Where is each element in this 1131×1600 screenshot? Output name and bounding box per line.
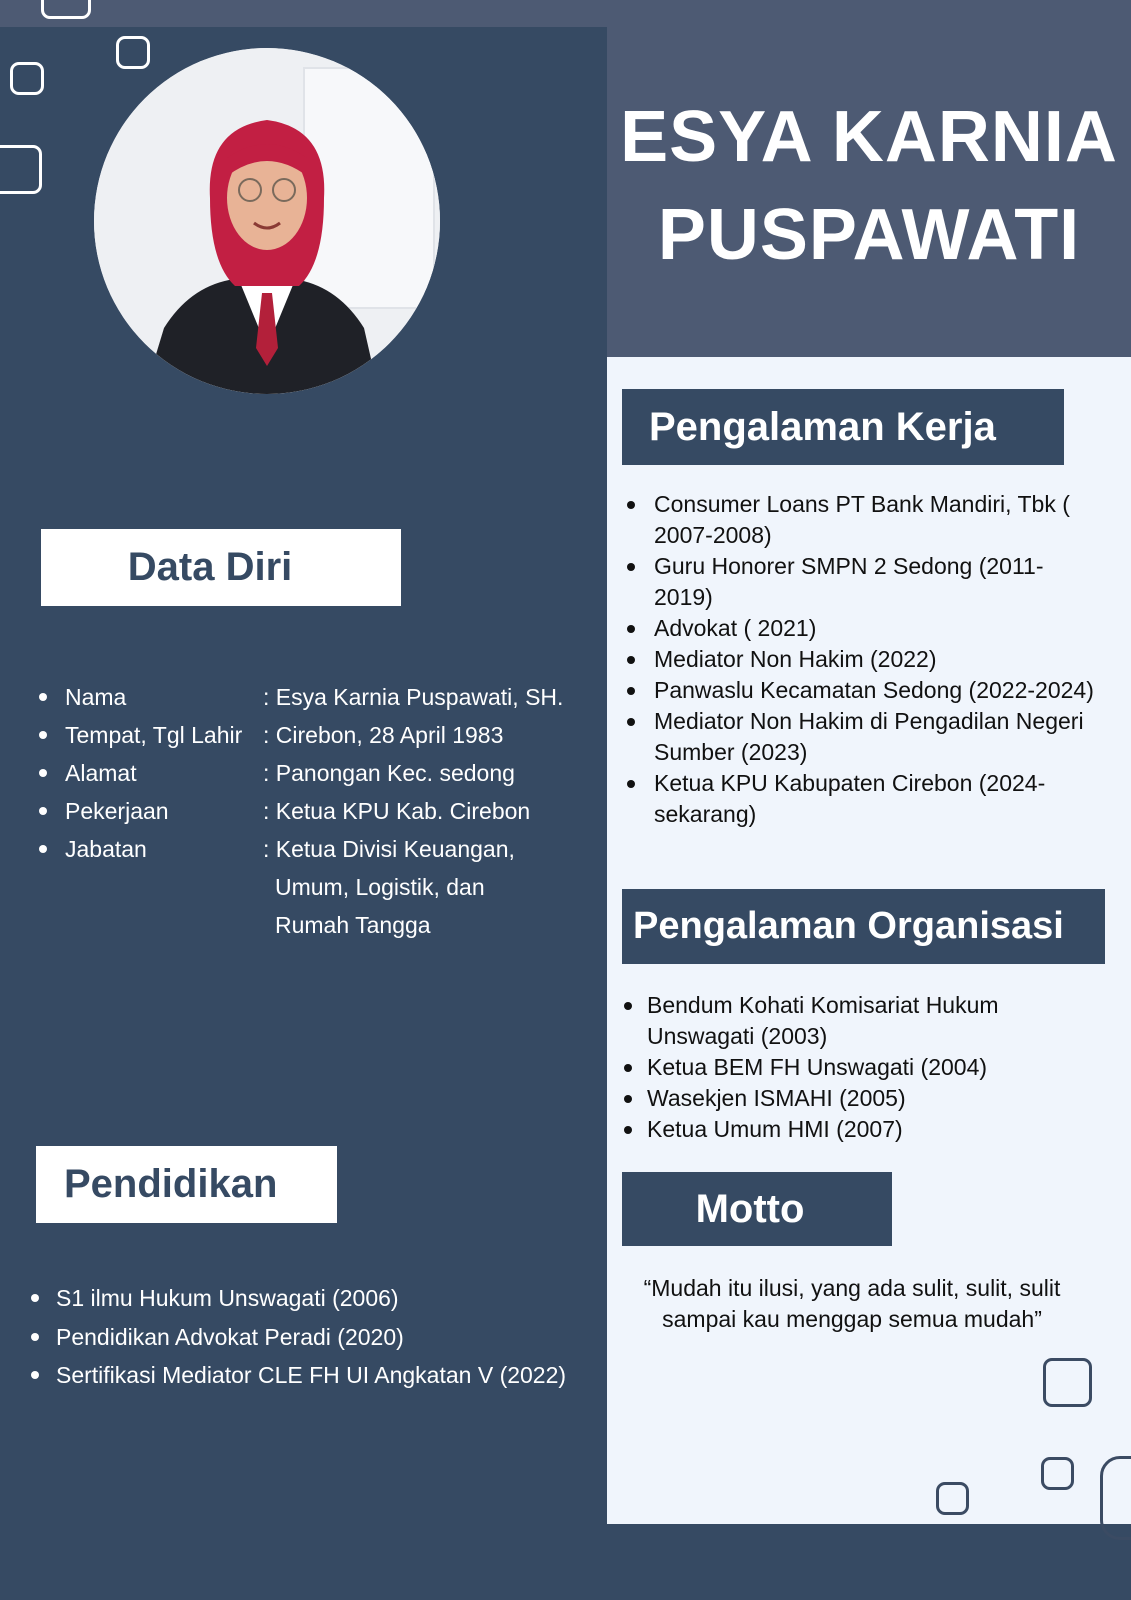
data-label: Nama [65,684,127,710]
data-diri-item-nama [38,678,598,716]
pendidikan-item: Sertifikasi Mediator CLE FH UI Angkatan V (2022) [29,1356,604,1395]
decorative-square-icon [1100,1456,1131,1540]
data-value: : Panongan Kec. sedong [263,760,515,786]
pengalaman-organisasi-list [621,990,1091,1145]
motto-heading: Motto [695,1186,805,1231]
pendidikan-item: Pendidikan Advokat Peradi (2020) [29,1318,604,1357]
decorative-square-icon [936,1482,969,1515]
data-label: Pekerjaan [65,798,169,824]
data-value: : Cirebon, 28 April 1983 [263,722,504,748]
pengalaman-kerja-heading-box [622,389,1064,465]
kerja-item: Mediator Non Hakim di Pengadilan Negeri Sumber (2023) [624,706,1094,768]
decorative-square-icon [1041,1457,1074,1490]
data-diri-item-ttl [38,716,598,754]
kerja-item: Mediator Non Hakim (2022) [624,644,1094,675]
kerja-item: Guru Honorer SMPN 2 Sedong (2011-2019) [624,551,1094,613]
kerja-item: Ketua KPU Kabupaten Cirebon (2024-sekarang) [624,768,1094,830]
data-label: Alamat [65,760,137,786]
jabatan-line-2: Umum, Logistik, dan [275,874,485,900]
decorative-square-icon [116,36,150,69]
person-name [607,88,1131,284]
data-value: : Esya Karnia Puspawati, SH. [263,684,564,710]
organisasi-item: Wasekjen ISMAHI (2005) [621,1083,1091,1114]
pengalaman-kerja-heading: Pengalaman Kerja [649,404,996,449]
data-value: : Ketua KPU Kab. Cirebon [263,798,531,824]
data-label: Jabatan [65,836,147,862]
profile-photo [94,48,440,394]
organisasi-item: Ketua Umum HMI (2007) [621,1114,1091,1145]
decorative-square-icon [41,0,91,19]
name-line-2: PUSPAWATI [657,195,1081,275]
decorative-square-icon [1043,1358,1092,1407]
data-diri-item-alamat [38,754,598,792]
pendidikan-list [29,1279,604,1395]
portrait-illustration [94,48,440,394]
jabatan-line-1: : Ketua Divisi Keuangan, [263,836,515,862]
jabatan-line-3: Rumah Tangga [275,912,431,938]
motto-heading-box [622,1172,892,1246]
decorative-square-icon [10,62,44,95]
kerja-item: Consumer Loans PT Bank Mandiri, Tbk ( 2007-2008) [624,489,1094,551]
data-diri-heading-box [41,529,401,606]
decorative-square-icon [0,145,42,194]
pengalaman-organisasi-heading-box [622,889,1105,964]
pengalaman-organisasi-heading: Pengalaman Organisasi [633,905,1064,947]
kerja-item: Panwaslu Kecamatan Sedong (2022-2024) [624,675,1094,706]
data-diri-list [38,678,598,944]
bottom-band [0,1524,1131,1600]
pendidikan-heading-box [36,1146,337,1223]
data-value [263,830,598,944]
data-diri-heading: Data Diri [127,545,293,589]
data-diri-item-pekerjaan [38,792,598,830]
kerja-item: Advokat ( 2021) [624,613,1094,644]
name-line-1: ESYA KARNIA [620,97,1118,177]
pendidikan-item: S1 ilmu Hukum Unswagati (2006) [29,1279,604,1318]
pengalaman-kerja-list [624,489,1094,830]
data-diri-item-jabatan [38,830,598,944]
motto-text: “Mudah itu ilusi, yang ada sulit, sulit, sulit sampai kau menggap semua mudah” [643,1275,1061,1332]
organisasi-item: Bendum Kohati Komisariat Hukum Unswagati (2003) [621,990,1091,1052]
organisasi-item: Ketua BEM FH Unswagati (2004) [621,1052,1091,1083]
data-label: Tempat, Tgl Lahir [65,722,243,748]
pendidikan-heading: Pendidikan [64,1162,278,1206]
